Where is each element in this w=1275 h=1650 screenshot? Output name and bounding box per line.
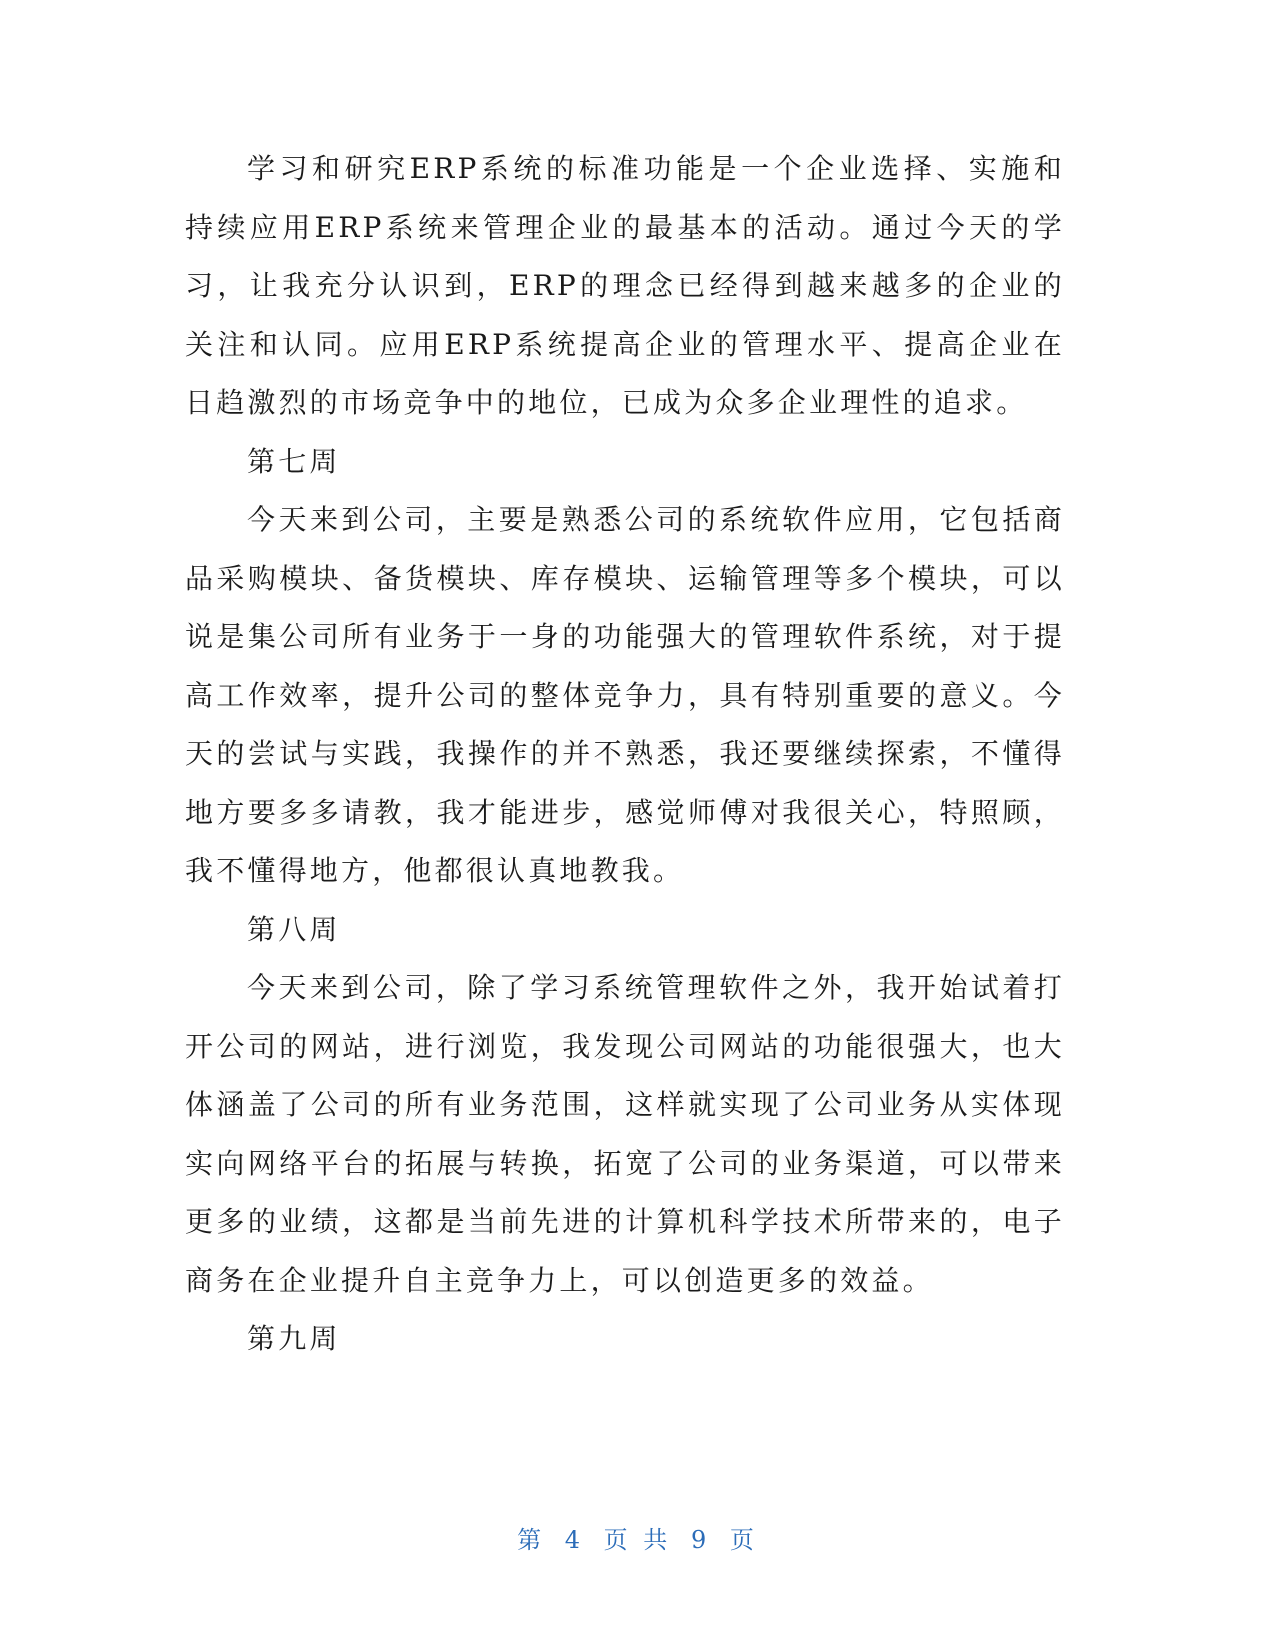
paragraph-week-8: 今天来到公司，除了学习系统管理软件之外，我开始试着打开公司的网站，进行浏览，我发现公司网站的功能很强大，也大体涵盖了公司的所有业务范围，这样就实现了公司业务从实体现实向网络平台的拓展与转换，拓宽了公司的业务渠道，可以带来更多的业绩，这都是当前先进的计算机科学技术所带来的，电子商务在企业提升自主竞争力上，可以创造更多的效益。 (185, 971, 1065, 1297)
footer-suffix: 页 (729, 1526, 758, 1554)
footer-middle: 页 共 (603, 1526, 672, 1554)
heading-week-8: 第八周 (247, 912, 341, 946)
document-body (185, 140, 1065, 1369)
footer-prefix: 第 (517, 1526, 546, 1554)
heading-week-7: 第七周 (247, 444, 341, 478)
footer-page-number: 4 (564, 1526, 585, 1554)
footer-total-pages: 9 (690, 1526, 711, 1554)
paragraph-week-7: 今天来到公司，主要是熟悉公司的系统软件应用，它包括商品采购模块、备货模块、库存模块、运输管理等多个模块，可以说是集公司所有业务于一身的功能强大的管理软件系统，对于提高工作效率，提升公司的整体竞争力，具有特别重要的意义。今天的尝试与实践，我操作的并不熟悉，我还要继续探索，不懂得地方要多多请教，我才能进步，感觉师傅对我很关心，特照顾，我不懂得地方，他都很认真地教我。 (185, 503, 1065, 887)
paragraph-erp-learning: 学习和研究ERP系统的标准功能是一个企业选择、实施和持续应用ERP系统来管理企业的最基本的活动。通过今天的学习，让我充分认识到，ERP的理念已经得到越来越多的企业的关注和认同。应用ERP系统提高企业的管理水平、提高企业在日趋激烈的市场竞争中的地位，已成为众多企业理性的追求。 (185, 152, 1065, 419)
page-footer (0, 1520, 1275, 1555)
heading-week-9: 第九周 (247, 1322, 341, 1355)
